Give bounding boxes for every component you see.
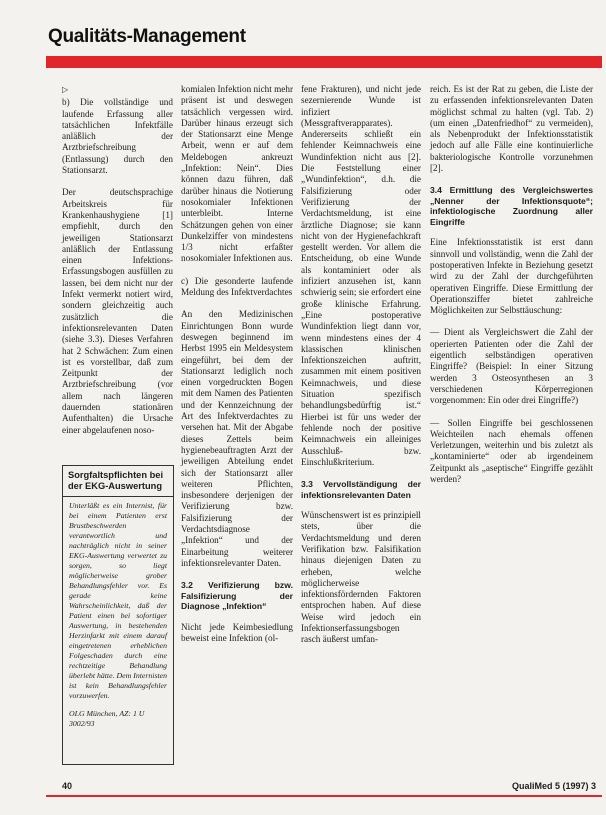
- text-column-1: [62, 84, 173, 447]
- sidebar-body: Unterläßt es ein Internist, für bei einem Patienten erst Brustbeschwerden verantwortlich und nachträglich nicht in seiner EKG-Auswertung verwertet zu sorgen, so liegt möglicherweise grober Behandlungsfehler vor. Es gerade keine Wahrscheinlichkeit, daß der Patient einen bei sofortiger Auswertung, in bestehenden Herzinfarkt mit einem darauf eingetretenen erheblichen Folgeschaden durch eine rechtzeitige Behandlung überlebt hätte. Dem Internisten ist kein Behandlungsfehler vorzuwerfen.: [69, 501, 167, 700]
- section-heading: 3.4 Ermittlung des Vergleichswertes „Nenner der Infektionsquote“; infektiologische Zuordnung aller Eingriffe: [430, 185, 593, 227]
- paragraph: b) Die vollständige und laufende Erfassung aller tatsächlichen Infektfälle anläßlich der Arztbriefschreibung (Entlassung) durch den Stationsarzt.: [62, 97, 173, 176]
- footer-red-rule: [46, 795, 602, 797]
- paragraph: — Sollen Eingriffe bei geschlossenen Weichteilen nach ehemals offenen Verletzungen, weiterhin und bis zuletzt als „kontaminierte“ oder ab irgendeinem Zeitpunkt als „aseptische“ Eingriffe gezählt werden?: [430, 417, 593, 485]
- sidebar-title: Sorgfaltspflichten bei der EKG-Auswertung: [63, 466, 173, 497]
- text-column-2: [181, 84, 293, 655]
- paragraph: komialen Infektion nicht mehr präsent ist und deswegen tatsächlich vergessen wird. Darüber hinaus erzeugt sich der Stationsarzt eine Menge Arbeit, wenn er auf dem Meldebogen ankreuzt „Infektion: Nein“. Dies können dazu führen, daß darüber hinaus die Notierung nosokomialer Infektionen unterbleibt. Interne Schätzungen gehen von einer Dunkelziffer von mindestens 1/3 nicht erfaßter nosokomialer Infektionen aus.: [181, 84, 294, 264]
- page-number: 40: [62, 781, 73, 791]
- text-column-4: [430, 84, 593, 496]
- sidebar-box: [62, 465, 174, 765]
- magazine-section-title: Qualitäts-Management: [48, 26, 246, 47]
- paragraph: Eine Infektionsstatistik ist erst dann sinnvoll und vollständig, wenn die Zahl der postoperativen Infekte in Beziehung gesetzt wird zu der Zahl der durchgeführten operativen Eingriffe. Diese Ermittlung der Operationsziffer bietet zahlreiche Möglichkeiten zur Selbsttäuschung:: [430, 237, 593, 316]
- continuation-marker: ▷: [62, 85, 69, 94]
- paragraph: Der deutschsprachige Arbeitskreis für Krankenhaushygiene [1] empfiehlt, durch den jeweiligen Stationsarzt anläßlich der Entlassung einen Infektions-Erfassungsbogen ausfüllen zu lassen, bei dem nicht nur der Infekt vermerkt notiert wird, sondern gleichzeitig auch zusätzlich die infektionsrelevanten Daten (siehe 3.3). Dieses Verfahren hat 2 Schwächen: Zum einen ist es vorstellbar, daß zum Zeitpunkt der Arztbriefschreibung (vor allem nach längeren dauernden stationären Aufenthalten) die Ursache einer abgelaufenen noso-: [62, 187, 173, 435]
- paragraph: Nicht jede Keimbesiedlung beweist eine Infektion (ol-: [181, 621, 293, 643]
- section-heading: 3.2 Verifizierung bzw. Falsifizierung der Diagnose „Infektion“: [181, 580, 293, 612]
- paragraph: An den Medizinischen Einrichtungen Bonn wurde deswegen beginnend im Herbst 1995 ein Meldesystem eingeführt, bei dem der Stationsarzt lediglich noch einen vorgedruckten Bogen mit dem Namen des Patienten und der Kennzeichnung der Art des Infektverdachtes zu versehen hat. Mit der Abgabe dieses Zettels beim hygienebeauftragten Arzt der jeweiligen Abteilung endet sich der Stationsarzt aller weiteren Pflichten, insbesondere derjenigen der Verifizierung bzw. Falsifizierung der Verdachtsdiagnose „Infektion“ und der Einarbeitung weiterer infektionsrelevanter Daten.: [181, 309, 293, 568]
- header-red-rule: [46, 56, 602, 68]
- paragraph: c) Die gesonderte laufende Meldung des Infektverdachtes: [181, 275, 293, 298]
- paragraph: Wünschenswert ist es prinzipiell stets, über die Verdachtsmeldung und deren Verifikation bzw. Falsifikation hinaus diejenigen Daten zu erheben, welche möglicherweise infektionsfördernden Faktoren entsprochen haben. Auf diese Weise wird jedoch ein Infektionserfassungsbogen rasch äußerst umfan-: [301, 510, 421, 645]
- text-column-3: [301, 84, 421, 657]
- sidebar-citation: OLG München, AZ: 1 U 3002/93: [69, 709, 145, 728]
- paragraph: reich. Es ist der Rat zu geben, die Liste der zu erfassenden infektionsrelevanten Daten möglichst schmal zu halten (vgl. Tab. 2) (um einen „Datenfriedhof“ zu vermeiden), als Nebenprodukt der Infektionsstatistik jedoch auf alle Fälle eine kontinuierliche bakteriologische Kontrolle vorzunehmen [2].: [430, 84, 593, 174]
- section-heading: 3.3 Vervollständigung der infektionsrelevanten Daten: [301, 479, 421, 500]
- paragraph: fene Frakturen), und nicht jede sezernierende Wunde ist infiziert (Messgraftverapparates). Andererseits schließt ein fehlender Keimnachweis eine Wundinfektion nicht aus [2]. Die Feststellung einer „Wundinfektion“, d.h. die Falsifizierung oder Verifizierung der Verdachtsmeldung, ist eine ärztliche Diagnose; sie kann nicht von der Hygienefachkraft gestellt werden. Vor allem die Entscheidung, ob eine Wunde als kontaminiert oder als infiziert anzusehen ist, kann schwierig sein; sie erfordert eine große klinische Erfahrung. „Eine postoperative Wundinfektion liegt dann vor, wenn mindestens eines der 4 klassischen klinischen Infektionszeichen auftritt, zusammen mit einem positiven Keimnachweis, und diese Situation spezifisch behandlungsbedürftig ist.“ Hierbei ist für uns weder der fehlende noch der positive Keimnachweis ein alleiniges Ausschluß- bzw. Einschlußkriterium.: [301, 84, 421, 467]
- journal-citation: QualiMed 5 (1997) 3: [511, 781, 596, 791]
- paragraph: — Dient als Vergleichswert die Zahl der operierten Patienten oder die Zahl der eigentlich selbständigen operativen Eingriffe? (Beispiel: In einer Sitzung werden 3 Osteosynthesen an 3 verschiedenen Körperregionen vorgenommen: Ein oder drei Eingriffe?): [430, 327, 593, 406]
